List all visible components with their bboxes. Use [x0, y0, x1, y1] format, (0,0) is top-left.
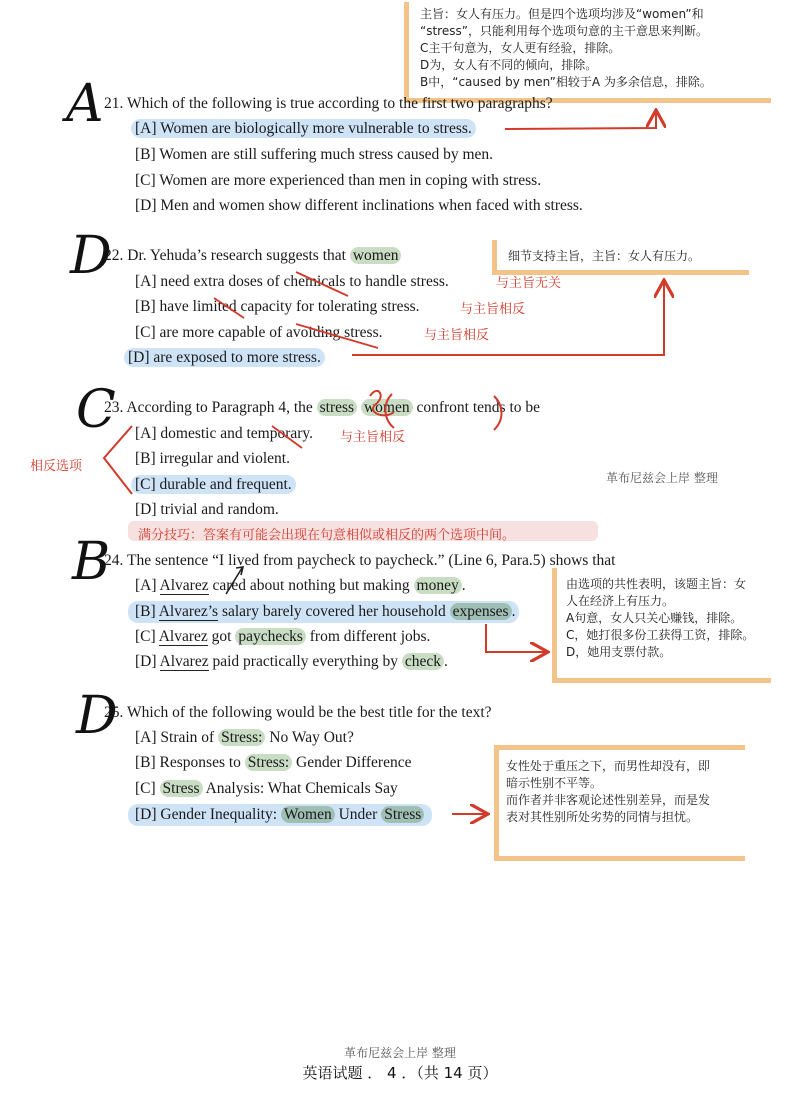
option-24-b-label: [B] — [135, 603, 159, 620]
option-24-a-mid: cared about nothing but making — [208, 577, 414, 594]
option-21-d: [D] Men and women show different inclinations when faced with stress. — [135, 197, 583, 214]
question-23-keyword-stress: stress — [317, 399, 357, 416]
option-23-c-text: [C] durable and frequent. — [131, 475, 296, 494]
option-24-b-mid: salary barely covered her household — [218, 603, 450, 620]
watermark: 革布尼兹会上岸 整理 — [606, 471, 718, 485]
grade-mark-q25: D — [76, 686, 118, 746]
option-25-b-label: [B] Responses to — [135, 754, 245, 771]
arrow-22 — [352, 282, 664, 355]
option-25-d-keyword-women: Women — [281, 806, 335, 823]
option-21-b: [B] Women are still suffering much stress caused by men. — [135, 146, 494, 163]
note-q21: 主旨：女人有压力。但是四个选项均涉及“women”和 “stress”，只能利用每个选项句意的主干意思来判断。 C主干句意为，女人更有经验，排除。 D为，女人有不同的倾向，排除。 B中，“caused by men”相较于A 为多余信息，排除。 — [420, 7, 712, 89]
option-24-a — [135, 576, 466, 596]
grade-mark-q22: D — [70, 226, 112, 286]
option-23-c — [131, 475, 296, 495]
option-25-a-end: No Way Out? — [265, 729, 354, 746]
option-22-d-text: [D] are exposed to more stress. — [124, 348, 325, 367]
option-24-c-end: from different jobs. — [305, 628, 431, 645]
option-24-b-end: . — [511, 603, 516, 620]
option-24-b-keyword: expenses — [450, 603, 512, 620]
side-note-23: 相反选项 — [30, 459, 83, 474]
option-23-a: [A] domestic and temporary. — [135, 425, 314, 442]
page-footer: 英语试题 ． 4 ．（共 14 页） — [302, 1064, 498, 1082]
question-23-stem — [104, 398, 540, 418]
question-23-stem-post: confront tends to be — [412, 399, 541, 416]
option-25-d-mid: Under — [334, 806, 382, 823]
option-22-d — [124, 348, 325, 368]
note-22-c: 与主旨相反 — [424, 328, 490, 343]
option-24-c-name: Alvarez — [158, 628, 208, 645]
grade-mark-q23: C — [76, 380, 116, 440]
option-24-c-mid: got — [207, 628, 236, 645]
question-22-stem — [104, 246, 401, 266]
option-24-a-keyword: money — [414, 577, 462, 594]
arrow-21 — [505, 112, 656, 129]
option-24-a-label: [A] — [135, 577, 160, 594]
option-23-b: [B] irregular and violent. — [135, 450, 290, 467]
option-24-c-label: [C] — [135, 628, 159, 645]
option-25-c-keyword: Stress — [160, 780, 203, 797]
tip-q23: 满分技巧：答案有可能会出现在句意相似或相反的两个选项中间。 — [138, 528, 516, 543]
option-25-a-label: [A] Strain of — [135, 729, 219, 746]
option-25-d — [128, 804, 432, 826]
option-21-c: [C] Women are more experienced than men in coping with stress. — [135, 172, 542, 189]
option-24-d-end: . — [444, 653, 448, 670]
option-24-d-label: [D] — [135, 653, 160, 670]
option-25-b — [135, 753, 411, 773]
arrow-24 — [486, 624, 546, 652]
option-25-a-keyword: Stress: — [218, 729, 265, 746]
option-24-a-name: Alvarez — [159, 577, 209, 594]
note-q22: 细节支持主旨，主旨：女人有压力。 — [508, 249, 701, 263]
option-25-c-label: [C] — [135, 780, 160, 797]
option-24-d-mid: paid practically everything by — [208, 653, 402, 670]
question-25-stem: 25. Which of the following would be the best title for the text? — [104, 704, 492, 721]
question-24-stem: 24. The sentence “I lived from paycheck to paycheck.” (Line 6, Para.5) shows that — [104, 552, 616, 569]
option-24-b-name: Alvarez’s — [158, 603, 219, 620]
option-25-b-keyword: Stress: — [245, 754, 292, 771]
footer-watermark: 革布尼兹会上岸 整理 — [344, 1046, 456, 1060]
note-22-b: 与主旨相反 — [460, 302, 526, 317]
question-22-stem-text: 22. Dr. Yehuda’s research suggests that — [104, 247, 350, 264]
option-24-c-keyword: paychecks — [235, 628, 306, 645]
question-22-keyword: women — [350, 247, 402, 264]
option-21-a-text: [A] Women are biologically more vulnerable to stress. — [131, 119, 476, 138]
grade-mark-q24: B — [72, 532, 111, 592]
option-21-a — [131, 119, 476, 139]
option-25-c — [135, 779, 398, 799]
question-23-keyword-women: women — [361, 399, 413, 416]
option-25-d-label: [D] Gender Inequality: — [135, 806, 281, 823]
option-24-d-keyword: check — [402, 653, 444, 670]
note-22-a: 与主旨无关 — [496, 276, 562, 291]
option-22-a: [A] need extra doses of chemicals to handle stress. — [135, 273, 449, 290]
option-24-a-end: . — [461, 577, 466, 594]
option-24-d-name: Alvarez — [159, 653, 209, 670]
option-24-c — [135, 627, 430, 647]
question-23-stem-pre: 23. According to Paragraph 4, the — [104, 399, 317, 416]
question-21-stem: 21. Which of the following is true according to the first two paragraphs? — [104, 95, 553, 112]
option-25-b-end: Gender Difference — [292, 754, 412, 771]
note-q25: 女性处于重压之下，而男性却没有，即 暗示性别不平等。 而作者并非客观论述性别差异，而是发 表对其性别所处劣势的同情与担忧。 — [506, 759, 711, 824]
option-25-d-keyword-stress: Stress — [381, 806, 424, 823]
note-23-a: 与主旨相反 — [340, 430, 406, 445]
option-24-d — [135, 652, 448, 672]
option-25-c-end: Analysis: What Chemicals Say — [202, 780, 398, 797]
option-25-a — [135, 728, 354, 748]
grade-mark-q21: A — [66, 74, 104, 134]
note-q24: 由选项的共性表明，该题主旨：女 人在经济上有压力。 A句意，女人只关心赚钱，排除。 C，她打很多份工获得工资，排除。 D，她用支票付款。 — [566, 577, 755, 659]
option-23-d: [D] trivial and random. — [135, 501, 279, 518]
option-22-c: [C] are more capable of avoiding stress. — [135, 324, 383, 341]
option-24-b — [128, 601, 519, 623]
option-22-b: [B] have limited capacity for tolerating stress. — [135, 298, 420, 315]
